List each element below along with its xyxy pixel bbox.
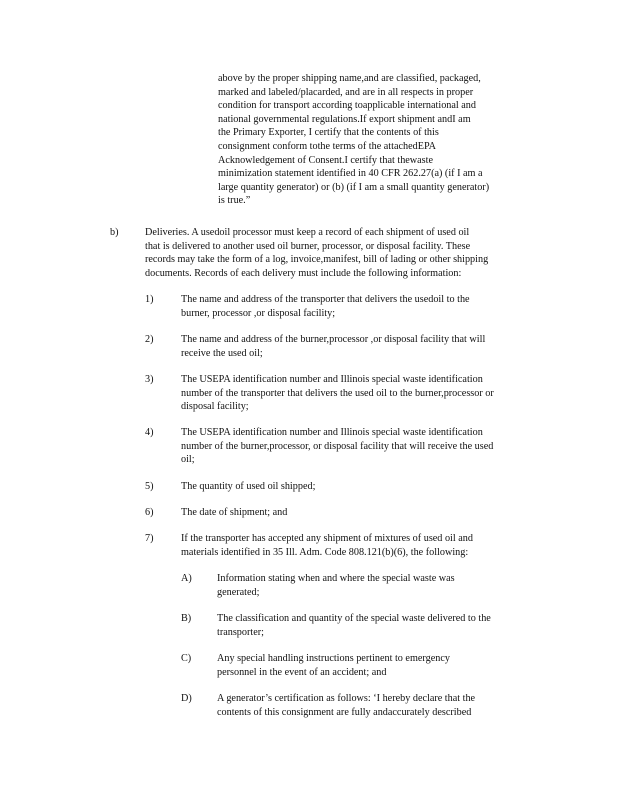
text-line: condition for transport according toapplicable international and: [218, 100, 476, 112]
text-line: generated;: [217, 586, 260, 598]
text-line: national governmental regulations.If export shipment andI am: [218, 113, 471, 125]
list-item-marker: 6): [145, 507, 154, 518]
text-line: The USEPA identification number and Illinois special waste identification: [181, 427, 483, 438]
text-line: The name and address of the burner,processor ,or disposal facility that will: [181, 334, 486, 345]
text-line: The classification and quantity of the special waste delivered to the: [217, 613, 491, 624]
text-line: marked and labeled/placarded, and are in all respects in proper: [218, 86, 474, 98]
section-marker: b): [110, 227, 119, 238]
text-line: personnel in the event of an accident; and: [217, 666, 387, 678]
sub-item: [217, 652, 542, 679]
text-line: Information stating when and where the special waste was: [217, 573, 455, 584]
text-line: records may take the form of a log, invoice,manifest, bill of lading or other shipping: [145, 254, 489, 266]
list-item-marker: 5): [145, 481, 154, 492]
sub-item: [217, 612, 542, 639]
text-line: A generator’s certification as follows: ‘I hereby declare that the: [217, 693, 476, 704]
text-line: the Primary Exporter, I certify that the contents of this: [218, 127, 439, 139]
text-line: minimization statement identified in 40 CFR 262.27(a) (if I am a: [218, 168, 483, 180]
text-line: consignment conform tothe terms of the attachedEPA: [218, 140, 437, 152]
list-item-marker: 1): [145, 294, 154, 305]
text-line: The USEPA identification number and Illinois special waste identification: [181, 374, 483, 385]
list-item: [181, 506, 551, 520]
text-line: large quantity generator) or (b) (if I am a small quantity generator): [218, 181, 490, 193]
text-line: Deliveries. A usedoil processor must keep a record of each shipment of used oil: [145, 227, 470, 238]
list-item-marker: 7): [145, 533, 154, 544]
list-item: [181, 480, 551, 494]
text-line: documents. Records of each delivery must include the following information:: [145, 267, 462, 279]
text-line: The quantity of used oil shipped;: [181, 481, 316, 492]
text-line: number of the burner,processor, or disposal facility that will receive the used: [181, 440, 494, 452]
list-item-marker: 3): [145, 374, 154, 385]
text-line: receive the used oil;: [181, 347, 263, 359]
list-item-marker: 4): [145, 427, 154, 438]
sub-item-marker: B): [181, 613, 192, 624]
list-item: [181, 426, 551, 467]
list-item: [181, 532, 526, 559]
text-line: If the transporter has accepted any shipment of mixtures of used oil and: [181, 533, 473, 544]
text-line: The date of shipment; and: [181, 507, 288, 518]
text-line: that is delivered to another used oil burner, processor, or disposal facility. These: [145, 240, 471, 252]
sub-item-marker: A): [181, 573, 192, 584]
list-item: [181, 293, 551, 320]
sub-item: [217, 692, 542, 719]
text-line: above by the proper shipping name,and are classified, packaged,: [218, 73, 481, 84]
text-line: number of the transporter that delivers the used oil to the burner,processor or: [181, 387, 494, 399]
text-line: transporter;: [217, 626, 264, 638]
text-line: materials identified in 35 Ill. Adm. Code 808.121(b)(6), the following:: [181, 546, 469, 558]
continuation-paragraph: [218, 72, 530, 208]
text-line: oil;: [181, 454, 195, 466]
list-item: [181, 373, 551, 414]
sub-item-marker: D): [181, 693, 192, 704]
list-item: [181, 333, 551, 360]
text-line: disposal facility;: [181, 401, 249, 413]
text-line: Acknowledgement of Consent.I certify that thewaste: [218, 154, 434, 166]
text-line: Any special handling instructions pertinent to emergency: [217, 653, 450, 664]
list-item-marker: 2): [145, 334, 154, 345]
text-line: contents of this consignment are fully andaccurately described: [217, 706, 472, 718]
sub-item-marker: C): [181, 653, 192, 664]
sub-item: [217, 572, 542, 599]
text-line: is true.”: [218, 195, 251, 207]
text-line: The name and address of the transporter that delivers the usedoil to the: [181, 294, 470, 305]
section-b-paragraph: [145, 226, 550, 280]
text-line: burner, processor ,or disposal facility;: [181, 307, 336, 319]
